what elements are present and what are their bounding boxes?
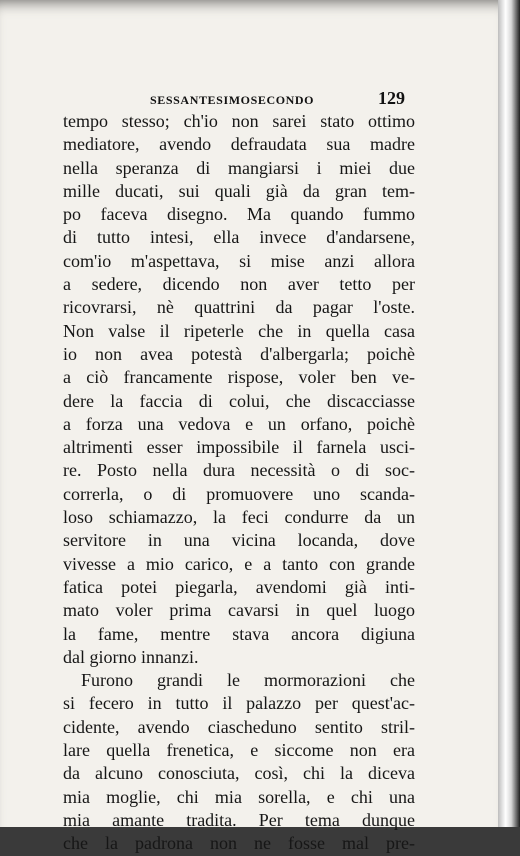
text-line: a ciò francamente rispose, voler ben ve- [63, 367, 415, 388]
text-line: Furono grandi le mormorazioni che [81, 670, 415, 691]
paragraph-1 [63, 110, 415, 669]
text-line: la fame, mentre stava ancora digiuna [63, 623, 415, 644]
text-line: re. Posto nella dura necessità o di soc- [63, 460, 415, 481]
text-line: correrla, o di promuovere uno scanda- [63, 483, 415, 504]
text-line: fatica potei piegarla, avendomi già inti- [63, 576, 415, 597]
text-line: ricovrarsi, nè quattrini da pagar l'oste. [63, 297, 415, 318]
text-line: a sedere, dicendo non aver tetto per [63, 274, 415, 295]
text-line: dal giorno innanzi. [63, 646, 199, 667]
body-text [63, 110, 415, 856]
text-line: po faceva disegno. Ma quando fummo [63, 204, 415, 225]
text-line: da alcuno conosciuta, così, chi la diceva [63, 763, 415, 784]
text-line: mille ducati, sui quali già da gran tem- [63, 180, 415, 201]
running-head: SESSANTESIMOSECONDO [150, 93, 315, 107]
text-line: si fecero in tutto il palazzo per quest'ac- [63, 693, 415, 714]
text-line: mia amante tradita. Per tema dunque [63, 809, 415, 830]
text-line: tempo stesso; ch'io non sarei stato ottimo [63, 111, 415, 131]
text-line: che la padrona non ne fosse mal pre- [63, 833, 415, 854]
text-line: a forza una vedova e un orfano, poichè [63, 413, 415, 434]
text-line: loso schiamazzo, la feci condurre da un [63, 507, 415, 528]
text-line: mia moglie, chi mia sorella, e chi una [63, 786, 415, 807]
text-line: altrimenti esser impossibile il farnela usci- [63, 437, 415, 458]
page-number: 129 [378, 88, 405, 108]
page-edge-shadow [498, 0, 520, 827]
text-line: dere la faccia di colui, che discacciasse [63, 390, 415, 411]
text-line: servitore in una vicina locanda, dove [63, 530, 415, 551]
text-line: io non avea potestà d'albergarla; poichè [63, 343, 415, 364]
text-line: lare quella frenetica, e siccome non era [63, 740, 415, 761]
text-line: vivesse a mio carico, e a tanto con grande [63, 553, 415, 574]
text-line: di tutto intesi, ella invece d'andarsene, [63, 227, 415, 248]
page-header [150, 88, 405, 109]
text-line: mediatore, avendo defraudata sua madre [63, 134, 415, 155]
text-line: Non valse il ripeterle che in quella casa [63, 320, 415, 341]
text-line: cidente, avendo ciascheduno sentito stril- [63, 716, 415, 737]
text-line: com'io m'aspettava, si mise anzi allora [63, 250, 415, 271]
paragraph-2 [63, 669, 415, 855]
text-line: nella speranza di mangiarsi i miei due [63, 157, 415, 178]
text-line: mato voler prima cavarsi in quel luogo [63, 600, 415, 621]
